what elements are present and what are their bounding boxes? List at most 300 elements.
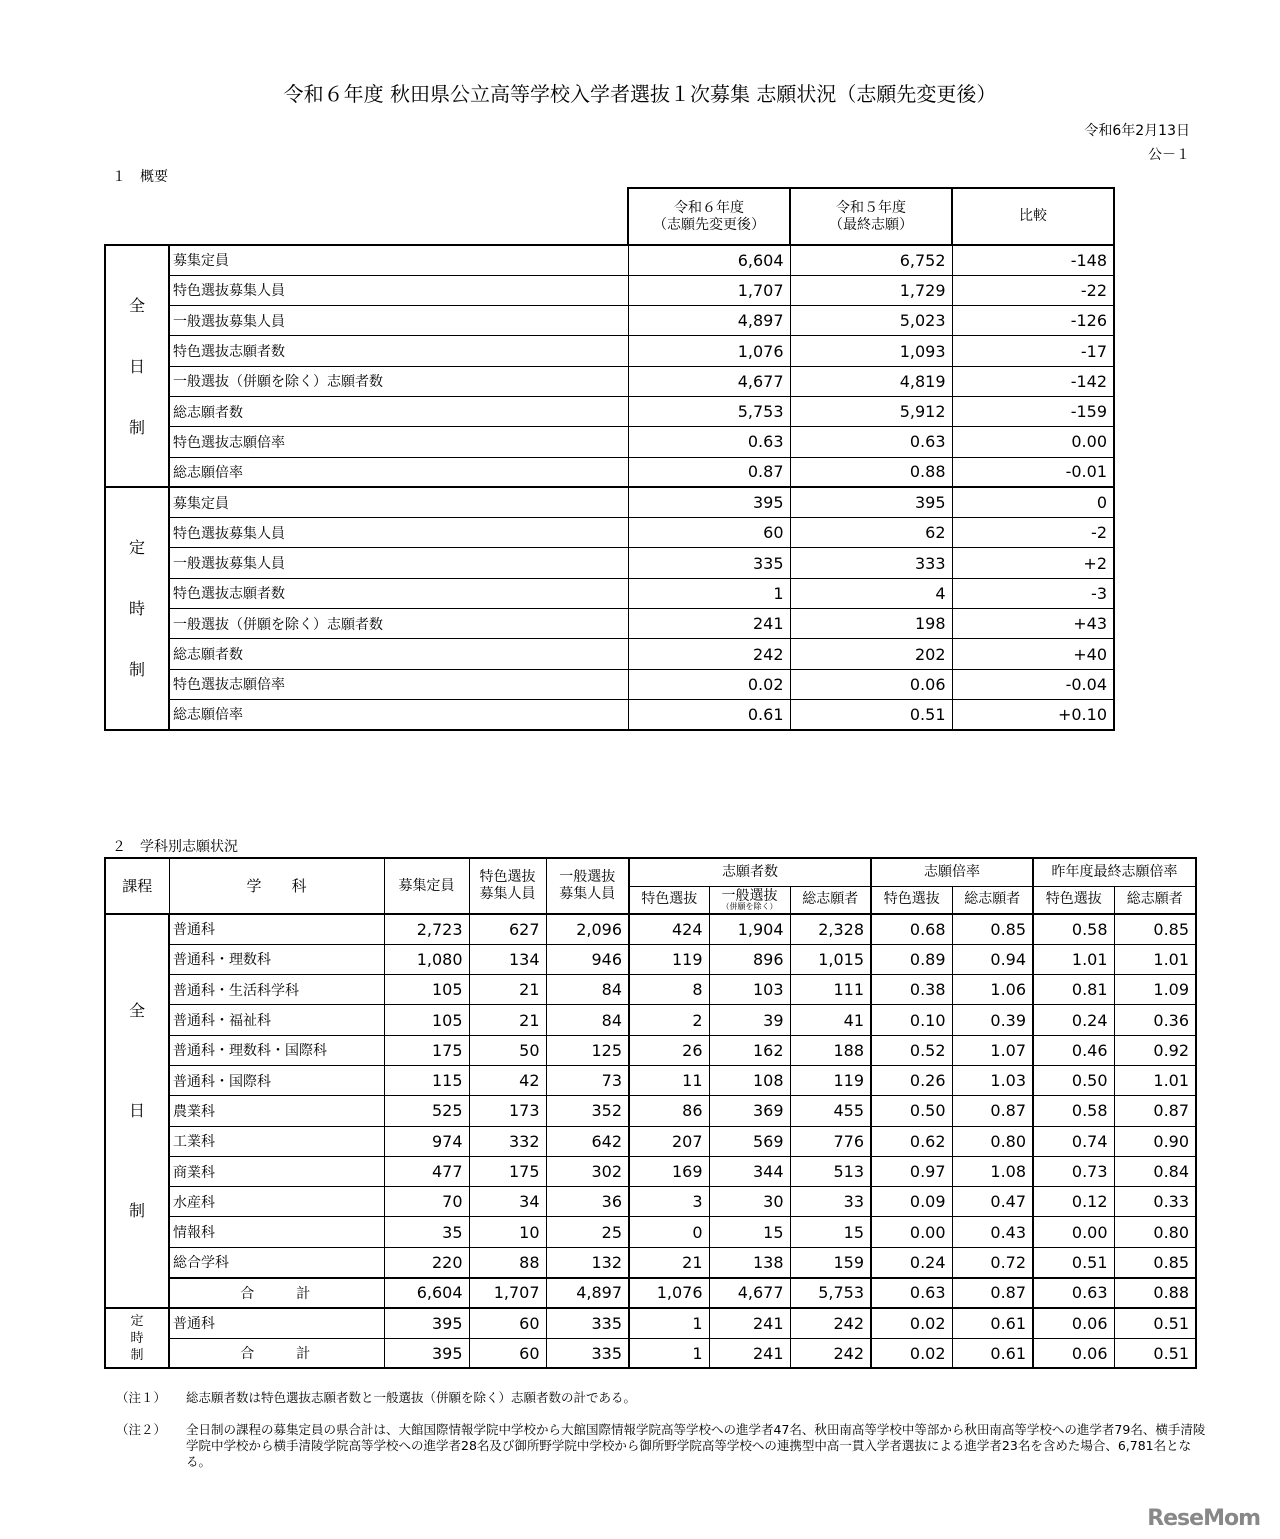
value-cell: 159 <box>790 1247 871 1277</box>
value-cell: 395 <box>384 1338 469 1368</box>
value-cell: 0.52 <box>871 1035 952 1065</box>
value-cell: 569 <box>709 1126 790 1156</box>
department-table <box>104 857 1197 1369</box>
value-cell: 395 <box>628 487 790 517</box>
value-cell: 111 <box>790 975 871 1005</box>
value-cell: 0.24 <box>871 1247 952 1277</box>
value-cell: 0.12 <box>1033 1187 1114 1217</box>
row-label: 特色選抜募集人員 <box>169 518 628 548</box>
value-cell: 477 <box>384 1156 469 1186</box>
row-label: 特色選抜志願者数 <box>169 336 628 366</box>
value-cell: 35 <box>384 1217 469 1247</box>
value-cell: 241 <box>709 1338 790 1368</box>
value-cell: 0.00 <box>871 1217 952 1247</box>
value-cell: 242 <box>790 1338 871 1368</box>
value-cell: 169 <box>629 1156 709 1186</box>
table-row <box>105 306 1114 336</box>
value-cell: +40 <box>952 639 1114 669</box>
group-cell <box>105 245 169 487</box>
value-cell: 352 <box>546 1096 629 1126</box>
column-header: 課程 <box>105 858 169 914</box>
table-row <box>105 1278 1196 1308</box>
value-cell: 119 <box>629 944 709 974</box>
value-cell: 0.00 <box>1033 1217 1114 1247</box>
table-row <box>105 944 1196 974</box>
row-label: 一般選抜（併願を除く）志願者数 <box>169 609 628 639</box>
value-cell: 0.85 <box>1114 1247 1196 1277</box>
value-cell: 60 <box>628 518 790 548</box>
value-cell: 42 <box>469 1065 546 1095</box>
column-header: 特色選抜 <box>629 886 709 914</box>
value-cell: 1.03 <box>952 1065 1033 1095</box>
value-cell: 302 <box>546 1156 629 1186</box>
value-cell: 62 <box>790 518 952 548</box>
column-header: 特色選抜 募集人員 <box>469 858 546 914</box>
value-cell: +43 <box>952 609 1114 639</box>
value-cell: 0.87 <box>952 1096 1033 1126</box>
value-cell: 60 <box>469 1338 546 1368</box>
value-cell: 198 <box>790 609 952 639</box>
value-cell: 6,604 <box>384 1278 469 1308</box>
table-row <box>105 396 1114 426</box>
value-cell: 70 <box>384 1187 469 1217</box>
department-name: 普通科・理数科・国際科 <box>169 1035 384 1065</box>
value-cell: 0.24 <box>1033 1005 1114 1035</box>
row-label: 総志願倍率 <box>169 457 628 487</box>
value-cell: 0.06 <box>790 669 952 699</box>
value-cell: 0.81 <box>1033 975 1114 1005</box>
value-cell: 175 <box>469 1156 546 1186</box>
value-cell: 1,093 <box>790 336 952 366</box>
value-cell: 10 <box>469 1217 546 1247</box>
group-cell <box>105 487 169 729</box>
department-name: 水産科 <box>169 1187 384 1217</box>
value-cell: -17 <box>952 336 1114 366</box>
value-cell: +0.10 <box>952 699 1114 729</box>
value-cell: 333 <box>790 548 952 578</box>
table-row <box>105 1247 1196 1277</box>
value-cell: 60 <box>469 1308 546 1338</box>
value-cell: 424 <box>629 914 709 944</box>
value-cell: 0.00 <box>952 427 1114 457</box>
table-row <box>105 336 1114 366</box>
header-row <box>105 188 1114 245</box>
value-cell: 88 <box>469 1247 546 1277</box>
value-cell: 4,897 <box>546 1278 629 1308</box>
overview-table <box>104 187 1115 731</box>
value-cell: 2,723 <box>384 914 469 944</box>
value-cell: 5,912 <box>790 396 952 426</box>
note-text: 全日制の課程の募集定員の県合計は、大館国際情報学院中学校から大館国際情報学院高等学校への進学者47名、秋田南高等学校中等部から秋田南高等学校への進学者79名、横手清陵学院中学校から横手清陵学院高等学校への進学者28名及び御所野学院中学校から御所野学院高等学校への連携型中高一貫入学者選抜による進学者23名を含めた場合、6,781名となる。 <box>186 1422 1206 1469</box>
value-cell: 0.87 <box>1114 1096 1196 1126</box>
value-cell: 132 <box>546 1247 629 1277</box>
value-cell: 0.58 <box>1033 914 1114 944</box>
value-cell: 242 <box>628 639 790 669</box>
table-row <box>105 914 1196 944</box>
value-cell: +2 <box>952 548 1114 578</box>
column-header: 令和６年度 （志願先変更後） <box>628 188 790 245</box>
value-cell: 0.51 <box>1033 1247 1114 1277</box>
page-title: 令和６年度 秋田県公立高等学校入学者選抜１次募集 志願状況（志願先変更後） <box>283 82 997 106</box>
group-label: 定時制 <box>128 538 145 680</box>
total-label: 合 計 <box>169 1338 384 1368</box>
value-cell: 25 <box>546 1217 629 1247</box>
value-cell: 50 <box>469 1035 546 1065</box>
table-row <box>105 1308 1196 1338</box>
column-header: 令和５年度 （最終志願） <box>790 188 952 245</box>
value-cell: 0.06 <box>1033 1338 1114 1368</box>
value-cell: 134 <box>469 944 546 974</box>
value-cell: 173 <box>469 1096 546 1126</box>
value-cell: 0.39 <box>952 1005 1033 1035</box>
value-cell: 115 <box>384 1065 469 1095</box>
value-cell: 0.10 <box>871 1005 952 1035</box>
department-name: 普通科・福祉科 <box>169 1005 384 1035</box>
value-cell: 525 <box>384 1096 469 1126</box>
value-cell: 241 <box>628 609 790 639</box>
value-cell: 0.02 <box>871 1308 952 1338</box>
note-1 <box>116 1390 1206 1406</box>
value-cell: 627 <box>469 914 546 944</box>
value-cell: 0.85 <box>1114 914 1196 944</box>
department-name: 普通科・国際科 <box>169 1065 384 1095</box>
value-cell: 5,023 <box>790 306 952 336</box>
value-cell: 0.51 <box>1114 1338 1196 1368</box>
row-label: 総志願者数 <box>169 639 628 669</box>
group-cell <box>105 914 169 1308</box>
department-name: 総合学科 <box>169 1247 384 1277</box>
value-cell: 513 <box>790 1156 871 1186</box>
row-label: 一般選抜（併願を除く）志願者数 <box>169 366 628 396</box>
value-cell: 0.51 <box>790 699 952 729</box>
document-date: 令和6年2月13日 <box>1084 123 1190 139</box>
table-row <box>105 1126 1196 1156</box>
value-cell: 1.06 <box>952 975 1033 1005</box>
value-cell: -0.01 <box>952 457 1114 487</box>
value-cell: 0.02 <box>628 669 790 699</box>
value-cell: -126 <box>952 306 1114 336</box>
table-row <box>105 578 1114 608</box>
value-cell: 642 <box>546 1126 629 1156</box>
value-cell: 4,677 <box>628 366 790 396</box>
value-cell: 84 <box>546 1005 629 1035</box>
blank-cell <box>105 188 628 245</box>
value-cell: 86 <box>629 1096 709 1126</box>
column-header: 募集定員 <box>384 858 469 914</box>
value-cell: 30 <box>709 1187 790 1217</box>
column-header: 一般選抜 募集人員 <box>546 858 629 914</box>
value-cell: 335 <box>546 1308 629 1338</box>
value-cell: 0.90 <box>1114 1126 1196 1156</box>
value-cell: 36 <box>546 1187 629 1217</box>
row-label: 特色選抜志願倍率 <box>169 669 628 699</box>
value-cell: 0.62 <box>871 1126 952 1156</box>
table-row <box>105 1338 1196 1368</box>
value-cell: 162 <box>709 1035 790 1065</box>
document-code: 公－１ <box>1148 147 1190 163</box>
value-cell: 125 <box>546 1035 629 1065</box>
value-cell: 202 <box>790 639 952 669</box>
value-cell: 0.38 <box>871 975 952 1005</box>
group-label: 全日制 <box>128 1000 145 1220</box>
value-cell: 335 <box>628 548 790 578</box>
value-cell: 119 <box>790 1065 871 1095</box>
value-cell: 3 <box>629 1187 709 1217</box>
note-2 <box>116 1422 1206 1470</box>
column-header: 総志願者 <box>1114 886 1196 914</box>
column-header: 特色選抜 <box>871 886 952 914</box>
value-cell: 0.46 <box>1033 1035 1114 1065</box>
value-cell: 1.09 <box>1114 975 1196 1005</box>
value-cell: 0.68 <box>871 914 952 944</box>
value-cell: 1.08 <box>952 1156 1033 1186</box>
value-cell: 21 <box>469 975 546 1005</box>
row-label: 総志願者数 <box>169 396 628 426</box>
value-cell: 0.63 <box>871 1278 952 1308</box>
value-cell: 1 <box>629 1308 709 1338</box>
value-cell: 0.94 <box>952 944 1033 974</box>
table-row <box>105 699 1114 729</box>
table-row <box>105 275 1114 305</box>
value-cell: 21 <box>629 1247 709 1277</box>
value-cell: 2,096 <box>546 914 629 944</box>
value-cell: 220 <box>384 1247 469 1277</box>
department-name: 普通科 <box>169 1308 384 1338</box>
value-cell: 0.47 <box>952 1187 1033 1217</box>
value-cell: -148 <box>952 245 1114 275</box>
value-cell: 974 <box>384 1126 469 1156</box>
row-label: 特色選抜志願者数 <box>169 578 628 608</box>
table-row <box>105 1035 1196 1065</box>
value-cell: 1.07 <box>952 1035 1033 1065</box>
value-cell: 0.63 <box>1033 1278 1114 1308</box>
department-name: 普通科・生活科学科 <box>169 975 384 1005</box>
value-cell: 1 <box>628 578 790 608</box>
value-cell: -3 <box>952 578 1114 608</box>
value-cell: 946 <box>546 944 629 974</box>
group-label: 全日制 <box>128 295 145 437</box>
header-row <box>105 858 1196 886</box>
department-name: 普通科・理数科 <box>169 944 384 974</box>
value-cell: 369 <box>709 1096 790 1126</box>
value-cell: 1,076 <box>628 336 790 366</box>
value-cell: 2,328 <box>790 914 871 944</box>
note-key: （注１） <box>116 1390 167 1405</box>
department-name: 普通科 <box>169 914 384 944</box>
table-row <box>105 1096 1196 1126</box>
table-row <box>105 245 1114 275</box>
column-header: 比較 <box>952 188 1114 245</box>
total-label: 合 計 <box>169 1278 384 1308</box>
value-cell: 0.74 <box>1033 1126 1114 1156</box>
value-cell: 395 <box>384 1308 469 1338</box>
group-label: 定時制 <box>130 1313 144 1363</box>
row-label: 募集定員 <box>169 245 628 275</box>
value-cell: 26 <box>629 1035 709 1065</box>
column-header: 学 科 <box>169 858 384 914</box>
column-header-ippan <box>709 886 790 914</box>
value-cell: 73 <box>546 1065 629 1095</box>
value-cell: 0.50 <box>871 1096 952 1126</box>
value-cell: 175 <box>384 1035 469 1065</box>
value-cell: 241 <box>709 1308 790 1338</box>
value-cell: 0.72 <box>952 1247 1033 1277</box>
table-row <box>105 1187 1196 1217</box>
department-name: 農業科 <box>169 1096 384 1126</box>
department-name: 情報科 <box>169 1217 384 1247</box>
value-cell: -159 <box>952 396 1114 426</box>
value-cell: 108 <box>709 1065 790 1095</box>
value-cell: 0.84 <box>1114 1156 1196 1186</box>
table-row <box>105 609 1114 639</box>
value-cell: 0.88 <box>790 457 952 487</box>
value-cell: 0.06 <box>1033 1308 1114 1338</box>
column-header: 志願倍率 <box>871 858 1033 886</box>
value-cell: 41 <box>790 1005 871 1035</box>
note-text: 総志願者数は特色選抜志願者数と一般選抜（併願を除く）志願者数の計である。 <box>186 1390 637 1405</box>
value-cell: 15 <box>709 1217 790 1247</box>
value-cell: 0.87 <box>628 457 790 487</box>
table-row <box>105 518 1114 548</box>
value-cell: 0.73 <box>1033 1156 1114 1186</box>
value-cell: 188 <box>790 1035 871 1065</box>
value-cell: 5,753 <box>628 396 790 426</box>
value-cell: 6,752 <box>790 245 952 275</box>
row-label: 募集定員 <box>169 487 628 517</box>
value-cell: 0.36 <box>1114 1005 1196 1035</box>
table-row <box>105 975 1196 1005</box>
value-cell: 0.50 <box>1033 1065 1114 1095</box>
value-cell: 776 <box>790 1126 871 1156</box>
value-cell: 103 <box>709 975 790 1005</box>
column-header: 総志願者 <box>952 886 1033 914</box>
value-cell: 4,819 <box>790 366 952 396</box>
value-cell: 4,897 <box>628 306 790 336</box>
value-cell: 1,080 <box>384 944 469 974</box>
section1-heading: １ 概要 <box>112 169 168 185</box>
value-cell: 2 <box>629 1005 709 1035</box>
table-row <box>105 427 1114 457</box>
table-row <box>105 487 1114 517</box>
table-row <box>105 457 1114 487</box>
ippan-label: 一般選抜 <box>721 887 778 904</box>
value-cell: 455 <box>790 1096 871 1126</box>
row-label: 総志願倍率 <box>169 699 628 729</box>
value-cell: 0.33 <box>1114 1187 1196 1217</box>
note-key: （注２） <box>116 1422 167 1437</box>
value-cell: 138 <box>709 1247 790 1277</box>
table-row <box>105 1065 1196 1095</box>
value-cell: -0.04 <box>952 669 1114 699</box>
column-header: 総志願者 <box>790 886 871 914</box>
value-cell: 0.63 <box>628 427 790 457</box>
group-cell <box>105 1308 169 1369</box>
value-cell: 1.01 <box>1114 1065 1196 1095</box>
table-row <box>105 548 1114 578</box>
value-cell: 1,707 <box>628 275 790 305</box>
value-cell: 21 <box>469 1005 546 1035</box>
value-cell: -2 <box>952 518 1114 548</box>
value-cell: 0.61 <box>628 699 790 729</box>
value-cell: 0.87 <box>952 1278 1033 1308</box>
notes <box>116 1390 1206 1486</box>
table-row <box>105 669 1114 699</box>
value-cell: 332 <box>469 1126 546 1156</box>
section2-heading: ２ 学科別志願状況 <box>112 839 238 855</box>
value-cell: 0.80 <box>952 1126 1033 1156</box>
value-cell: 0.89 <box>871 944 952 974</box>
value-cell: 0.61 <box>952 1308 1033 1338</box>
value-cell: 0.61 <box>952 1338 1033 1368</box>
department-name: 商業科 <box>169 1156 384 1186</box>
value-cell: 1.01 <box>1114 944 1196 974</box>
column-header: 志願者数 <box>629 858 871 886</box>
value-cell: 0.51 <box>1114 1308 1196 1338</box>
table-row <box>105 639 1114 669</box>
value-cell: 0.85 <box>952 914 1033 944</box>
value-cell: 4,677 <box>709 1278 790 1308</box>
row-label: 特色選抜募集人員 <box>169 275 628 305</box>
row-label: 特色選抜志願倍率 <box>169 427 628 457</box>
value-cell: 344 <box>709 1156 790 1186</box>
value-cell: 1,076 <box>629 1278 709 1308</box>
table-row <box>105 1217 1196 1247</box>
value-cell: 6,604 <box>628 245 790 275</box>
value-cell: 8 <box>629 975 709 1005</box>
value-cell: 105 <box>384 975 469 1005</box>
value-cell: 335 <box>546 1338 629 1368</box>
value-cell: 4 <box>790 578 952 608</box>
value-cell: 1.01 <box>1033 944 1114 974</box>
value-cell: 0.97 <box>871 1156 952 1186</box>
table-row <box>105 1005 1196 1035</box>
value-cell: 0.58 <box>1033 1096 1114 1126</box>
table-row <box>105 366 1114 396</box>
value-cell: 1,015 <box>790 944 871 974</box>
table-row <box>105 1156 1196 1186</box>
value-cell: 0.02 <box>871 1338 952 1368</box>
value-cell: 1,904 <box>709 914 790 944</box>
row-label: 一般選抜募集人員 <box>169 306 628 336</box>
value-cell: 0.63 <box>790 427 952 457</box>
value-cell: 0.88 <box>1114 1278 1196 1308</box>
value-cell: 1,729 <box>790 275 952 305</box>
value-cell: 15 <box>790 1217 871 1247</box>
value-cell: 896 <box>709 944 790 974</box>
department-name: 工業科 <box>169 1126 384 1156</box>
ippan-note: （併願を除く） <box>721 901 778 911</box>
value-cell: 242 <box>790 1308 871 1338</box>
value-cell: -142 <box>952 366 1114 396</box>
value-cell: 105 <box>384 1005 469 1035</box>
value-cell: 395 <box>790 487 952 517</box>
resemom-logo: ReseMom <box>1147 1506 1260 1531</box>
value-cell: 0.80 <box>1114 1217 1196 1247</box>
value-cell: 0.26 <box>871 1065 952 1095</box>
row-label: 一般選抜募集人員 <box>169 548 628 578</box>
value-cell: 0 <box>952 487 1114 517</box>
value-cell: 0.92 <box>1114 1035 1196 1065</box>
value-cell: 207 <box>629 1126 709 1156</box>
value-cell: 1,707 <box>469 1278 546 1308</box>
value-cell: 39 <box>709 1005 790 1035</box>
value-cell: 84 <box>546 975 629 1005</box>
value-cell: 11 <box>629 1065 709 1095</box>
value-cell: 33 <box>790 1187 871 1217</box>
value-cell: 34 <box>469 1187 546 1217</box>
value-cell: 5,753 <box>790 1278 871 1308</box>
column-header: 特色選抜 <box>1033 886 1114 914</box>
